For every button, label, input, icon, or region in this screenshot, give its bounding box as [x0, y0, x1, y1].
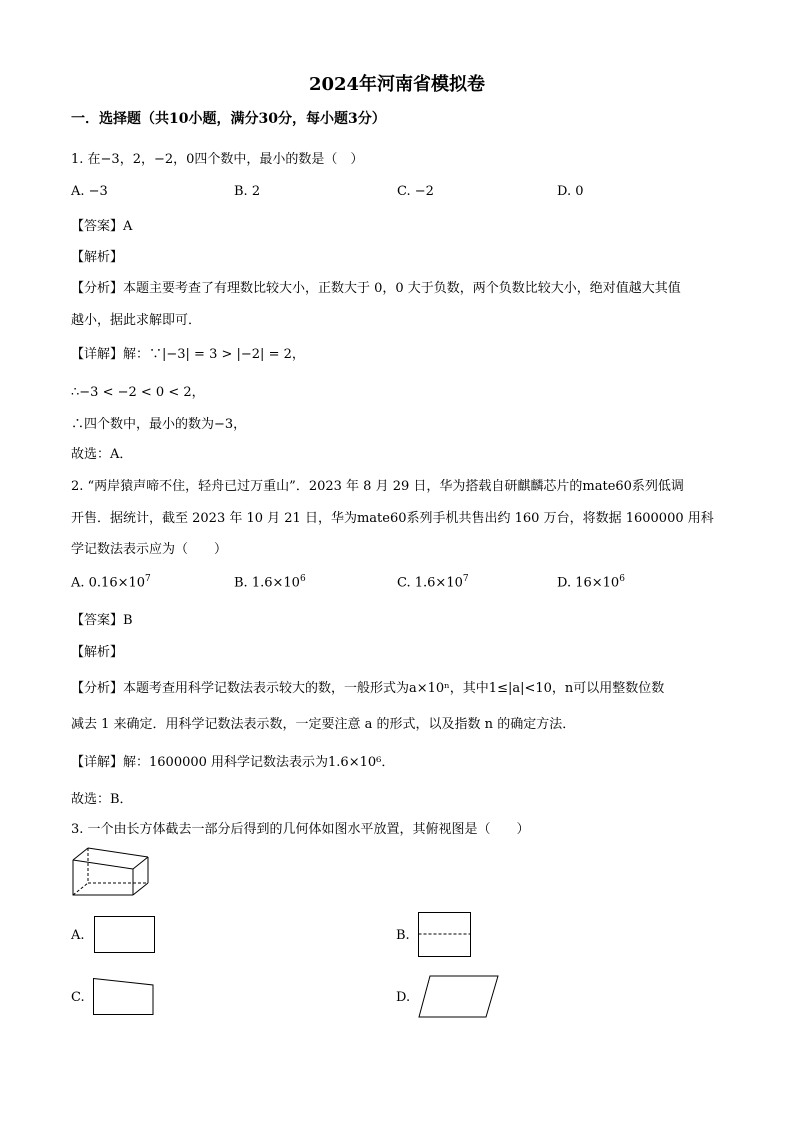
q2-answer: 【答案】B: [71, 613, 133, 628]
q3-option-a-figure: [94, 916, 156, 954]
q3-option-d-label: D.: [396, 990, 411, 1005]
q1-detail-line-1: 【详解】解：∵|−3| = 3 > |−2| = 2，: [71, 347, 305, 362]
solid-figure: [70, 845, 152, 900]
q3-option-d-figure: [418, 975, 500, 1019]
q2-option-b: B. $1.6\times 10^6$: [234, 574, 306, 591]
q1-answer: 【答案】A: [71, 219, 133, 234]
q1-analysis-line-1: 【分析】本题主要考查了有理数比较大小，正数大于 0，0 大于负数，两个负数比较大小，绝对值越大其值: [71, 281, 681, 296]
q2-choose: 故选：B．: [71, 792, 133, 807]
q2-option-d: D. $16\times 10^6$: [557, 574, 625, 591]
q2-analysis-line-1: 【分析】本题考查用科学记数法表示较大的数，一般形式为a×10ⁿ，其中1≤|a|<10，n可以用整数位数: [71, 681, 665, 696]
q1-option-d: D. 0: [557, 184, 584, 199]
section-heading: 一．选择题（共10小题，满分30分，每小题3分）: [71, 111, 386, 127]
q2-option-a: A. $0.16\times 10^7$: [71, 574, 151, 591]
q2-analysis-line-2: 减去 1 来确定．用科学记数法表示数，一定要注意 a 的形式，以及指数 n 的确定方法．: [71, 717, 576, 732]
q2-stem-line-2: 开售．据统计，截至 2023 年 10 月 21 日，华为mate60系列手机共售出约 160 万台，将数据 1600000 用科: [71, 511, 714, 526]
q1-analysis-heading: 【解析】: [71, 250, 124, 265]
q2-analysis-heading: 【解析】: [71, 645, 124, 660]
q3-option-b-figure: [418, 912, 472, 958]
q1-detail-line-3: ∴四个数中，最小的数为−3，: [71, 417, 247, 432]
q3-option-a-label: A.: [71, 928, 85, 943]
q3-option-c-figure: [93, 978, 155, 1016]
q1-choose: 故选：A．: [71, 447, 133, 462]
q1-stem: 1. 在−3，2，−2，0四个数中，最小的数是（ ）: [71, 152, 364, 167]
q1-option-c: C. −2: [397, 184, 434, 199]
q1-analysis-line-2: 越小，据此求解即可．: [71, 313, 202, 328]
q1-option-b: B. 2: [234, 184, 261, 199]
q1-detail-line-2: ∴−3 < −2 < 0 < 2，: [71, 385, 205, 400]
q3-option-b-label: B.: [396, 928, 410, 943]
page-title: 2024年河南省模拟卷: [308, 74, 486, 95]
q3-option-c-label: C.: [71, 990, 85, 1005]
q1-option-a: A. −3: [71, 184, 108, 199]
q2-stem-line-3: 学记数法表示应为（ ）: [71, 542, 228, 557]
q2-option-c: C. $1.6\times 10^7$: [397, 574, 469, 591]
q2-stem-line-1: 2. “两岸猿声啼不住，轻舟已过万重山”．2023 年 8 月 29 日，华为搭载自研麒麟芯片的mate60系列低调: [71, 479, 684, 494]
q2-detail-line-1: 【详解】解：1600000 用科学记数法表示为1.6×10⁶．: [71, 755, 395, 770]
q3-stem: 3. 一个由长方体截去一部分后得到的几何体如图水平放置，其俯视图是（ ）: [71, 822, 530, 837]
